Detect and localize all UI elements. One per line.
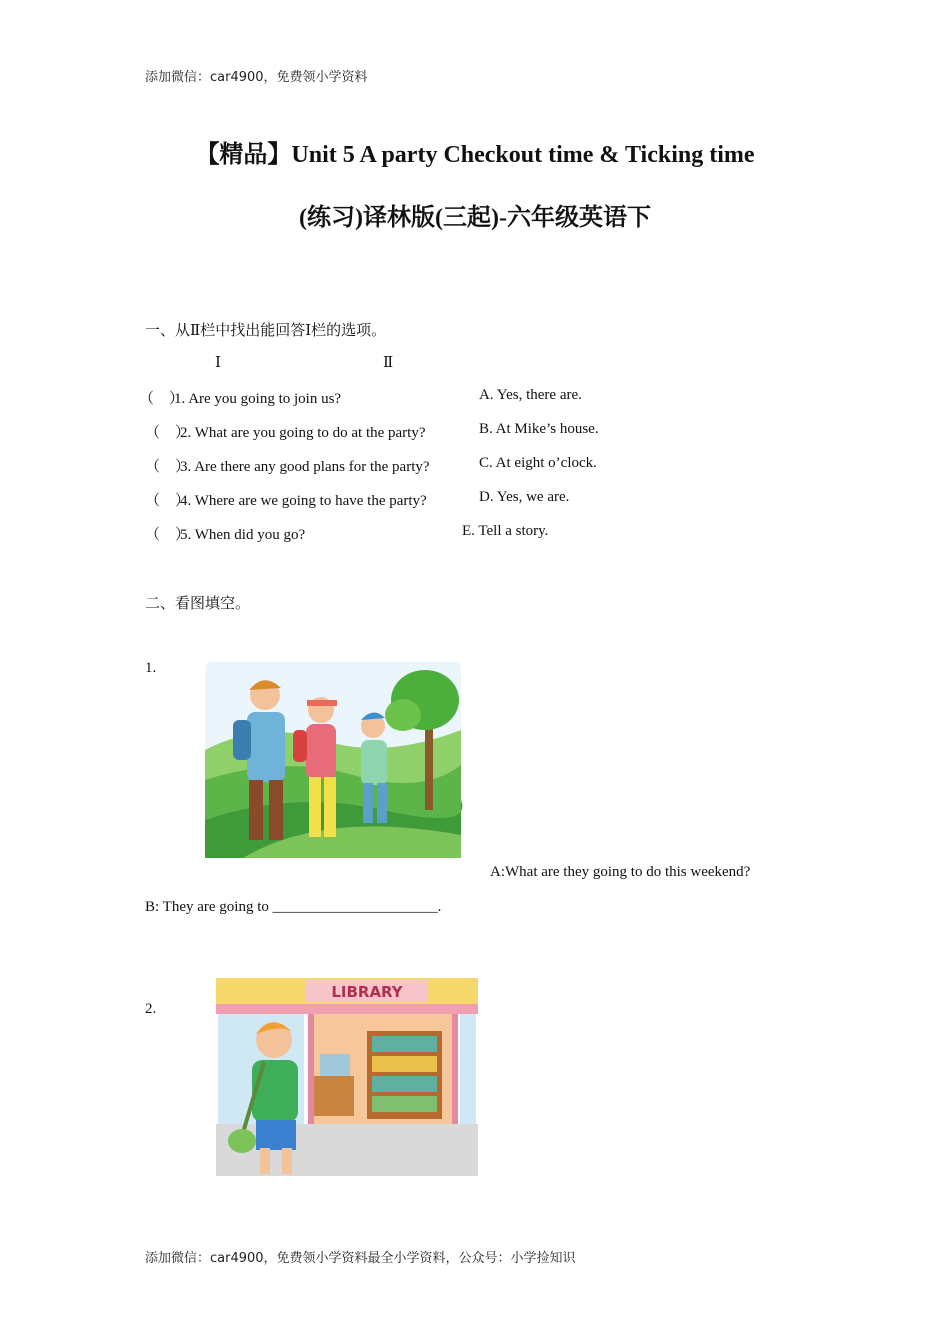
option-e: E. Tell a story.	[462, 523, 549, 539]
question2-number: 2.	[145, 1001, 157, 1017]
page-header: 添加微信：car4900，免费领小学资料	[145, 70, 368, 85]
question-text: 3. Are there any good plans for the party?	[180, 459, 430, 475]
column-header-1: Ⅰ	[215, 355, 221, 371]
matching-row-4	[145, 489, 427, 510]
document-title-line1: 【精品】Unit 5 A party Checkout time & Ticking time	[195, 142, 755, 168]
answer-bracket: （ ）	[139, 391, 185, 407]
hiking-family-illustration	[203, 660, 463, 860]
section1-heading: 一、从Ⅱ栏中找出能回答Ⅰ栏的选项。	[145, 323, 387, 339]
answer-bracket: （ ）	[145, 527, 191, 543]
column-header-2: Ⅱ	[383, 355, 394, 371]
page-footer: 添加微信：car4900，免费领小学资料最全小学资料，公众号：小学捡知识	[145, 1251, 576, 1266]
option-a: A. Yes, there are.	[479, 387, 582, 403]
answer-prefix: B: They are going to	[145, 899, 273, 915]
answer-bracket: （ ）	[145, 493, 191, 509]
question-text: 2. What are you going to do at the party?	[180, 425, 426, 441]
option-c: C. At eight o’clock.	[479, 455, 597, 471]
question-text: 1. Are you going to join us?	[174, 391, 342, 407]
question1-prompt: A:What are they going to do this weekend?	[490, 864, 751, 880]
library-boy-illustration	[212, 976, 480, 1182]
matching-row-3	[145, 455, 430, 476]
section2-heading: 二、看图填空。	[145, 596, 251, 612]
library-sign-text: LIBRARY	[331, 983, 403, 1001]
answer-suffix: .	[437, 899, 442, 915]
question-text: 5. When did you go?	[180, 527, 306, 543]
document-title-line2: (练习)译林版(三起)-六年级英语下	[299, 205, 651, 231]
matching-row-2	[145, 421, 426, 442]
answer-blank[interactable]: ______________________	[272, 899, 438, 915]
answer-bracket: （ ）	[145, 459, 191, 475]
answer-bracket: （ ）	[145, 425, 191, 441]
question1-number: 1.	[145, 660, 157, 676]
option-b: B. At Mike’s house.	[479, 421, 599, 437]
option-d: D. Yes, we are.	[479, 489, 570, 505]
question1-answer-line	[145, 899, 441, 916]
matching-row-5	[145, 523, 305, 544]
matching-row-1	[139, 387, 342, 408]
question-text: 4. Where are we going to have the party?	[180, 493, 427, 509]
